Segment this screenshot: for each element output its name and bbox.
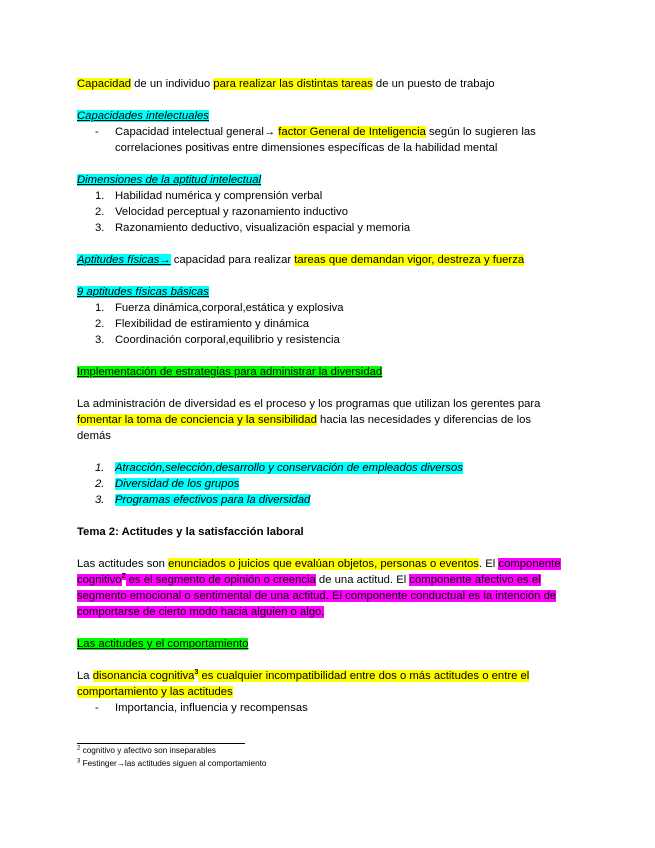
list-number: 1. — [95, 462, 105, 474]
list-item-text: Razonamiento deductivo, visualización espacial y memoria — [115, 222, 411, 234]
footnote — [77, 757, 565, 770]
list-item — [77, 188, 565, 204]
list-item — [77, 332, 565, 348]
heading-text: Capacidades intelectuales — [77, 110, 209, 122]
heading-text: Las actitudes y el comportamiento — [77, 638, 249, 650]
list-item — [77, 220, 565, 236]
heading-text: Aptitudes físicas→ — [77, 254, 171, 266]
footnote-number: 3 — [77, 758, 81, 765]
list-number: 1. — [95, 302, 105, 314]
highlight-tareas: para realizar las distintas tareas — [213, 78, 373, 90]
list-item — [77, 492, 565, 508]
list-item-text: Coordinación corporal,equilibrio y resistencia — [115, 334, 340, 346]
list-item — [77, 204, 565, 220]
heading-text: 9 aptitudes físicas básicas — [77, 286, 209, 298]
text-span: . El — [478, 558, 499, 570]
list-item — [77, 700, 565, 716]
heading-diversidad — [77, 364, 565, 380]
diversidad-paragraph — [77, 396, 565, 444]
highlight-fomentar: fomentar la toma de conciencia y la sensibilidad — [77, 414, 317, 426]
text-span: según lo sugieren las correlaciones positivas entre dimensiones específicas de la habilidad mental — [115, 126, 536, 154]
list-item-text: Programas efectivos para la diversidad — [115, 494, 311, 506]
bullet-marker: - — [95, 702, 99, 714]
list-number: 2. — [95, 206, 105, 218]
capacity-definition — [77, 76, 565, 92]
highlight-componente-cognitivo: componente cognitivo — [77, 558, 561, 586]
document-page — [77, 76, 565, 770]
highlight-factor-general: factor General de Inteligencia — [278, 126, 426, 138]
highlight-disonancia: disonancia cognitiva — [92, 670, 195, 682]
list-item-text: Diversidad de los grupos — [115, 478, 240, 490]
list-item — [77, 476, 565, 492]
list-number: 1. — [95, 190, 105, 202]
footnote-ref[interactable]: 3 — [194, 669, 199, 677]
heading-capacidades-intelectuales — [77, 108, 565, 124]
footnote-number: 2 — [77, 745, 81, 752]
list-number: 3. — [95, 222, 105, 234]
list-item-text: Habilidad numérica y comprensión verbal — [115, 190, 323, 202]
actitudes-paragraph — [77, 556, 565, 620]
disonancia-paragraph — [77, 668, 565, 700]
aptitudes-fisicas-definition — [77, 252, 565, 268]
highlight-incompatibilidad: es cualquier incompatibilidad entre dos o más actitudes o entre el comportamiento y las actitudes — [77, 670, 530, 698]
footnote-ref[interactable]: 2 — [121, 573, 126, 581]
text-span: capacidad para realizar — [170, 254, 295, 266]
list-number: 2. — [95, 318, 105, 330]
list-item-text: Importancia, influencia y recompensas — [115, 702, 308, 714]
heading-dimensiones — [77, 172, 565, 188]
list-item — [77, 460, 565, 476]
list-item — [77, 300, 565, 316]
highlight-tareas-vigor: tareas que demandan vigor, destreza y fuerza — [294, 254, 525, 266]
heading-actitudes-comportamiento — [77, 636, 565, 652]
list-number: 2. — [95, 478, 105, 490]
list-item-text: Flexibilidad de estiramiento y dinámica — [115, 318, 310, 330]
list-item — [77, 316, 565, 332]
highlight-enunciados: enunciados o juicios que evalúan objetos, personas o eventos — [168, 558, 479, 570]
list-item-text: Atracción,selección,desarrollo y conservación de empleados diversos — [115, 462, 463, 474]
footnote-text: cognitivo y afectivo son inseparables — [80, 746, 216, 755]
text-span: hacia las necesidades y diferencias de los demás — [77, 414, 532, 442]
highlight-componente-afectivo: componente afectivo es el segmento emocional o sentimental de una actitud. El componente conductual es la intención de comportarse de cierto modo hacia alguien o algo. — [77, 574, 557, 618]
heading-9-aptitudes — [77, 284, 565, 300]
footnote-text: Festinger→las actitudes siguen al comportamiento — [80, 759, 267, 768]
highlight-capacidad: Capacidad — [77, 78, 132, 90]
footnote — [77, 744, 565, 757]
text-span: de un individuo — [131, 78, 214, 90]
list-item-text: Velocidad perceptual y razonamiento inductivo — [115, 206, 348, 218]
list-item-text: Fuerza dinámica,corporal,estática y explosiva — [115, 302, 344, 314]
text-span: de un puesto de trabajo — [372, 78, 495, 90]
bullet-marker: - — [95, 126, 99, 138]
highlight-segmento-opinion: es el segmento de opinión o creencia — [125, 574, 316, 586]
text-span: Capacidad intelectual general→ — [115, 126, 279, 138]
heading-text: Implementación de estrategias para administrar la diversidad — [77, 366, 383, 378]
text-span: Las actitudes son — [77, 558, 169, 570]
list-number: 3. — [95, 494, 105, 506]
text-span: La — [77, 670, 93, 682]
list-number: 3. — [95, 334, 105, 346]
text-span: La administración de diversidad es el proceso y los programas que utilizan los gerentes para — [77, 398, 541, 410]
text-span: de una actitud. El — [315, 574, 410, 586]
section-title: Tema 2: Actitudes y la satisfacción laboral — [77, 526, 304, 538]
heading-text: Dimensiones de la aptitud intelectual — [77, 174, 261, 186]
list-item — [77, 124, 565, 156]
